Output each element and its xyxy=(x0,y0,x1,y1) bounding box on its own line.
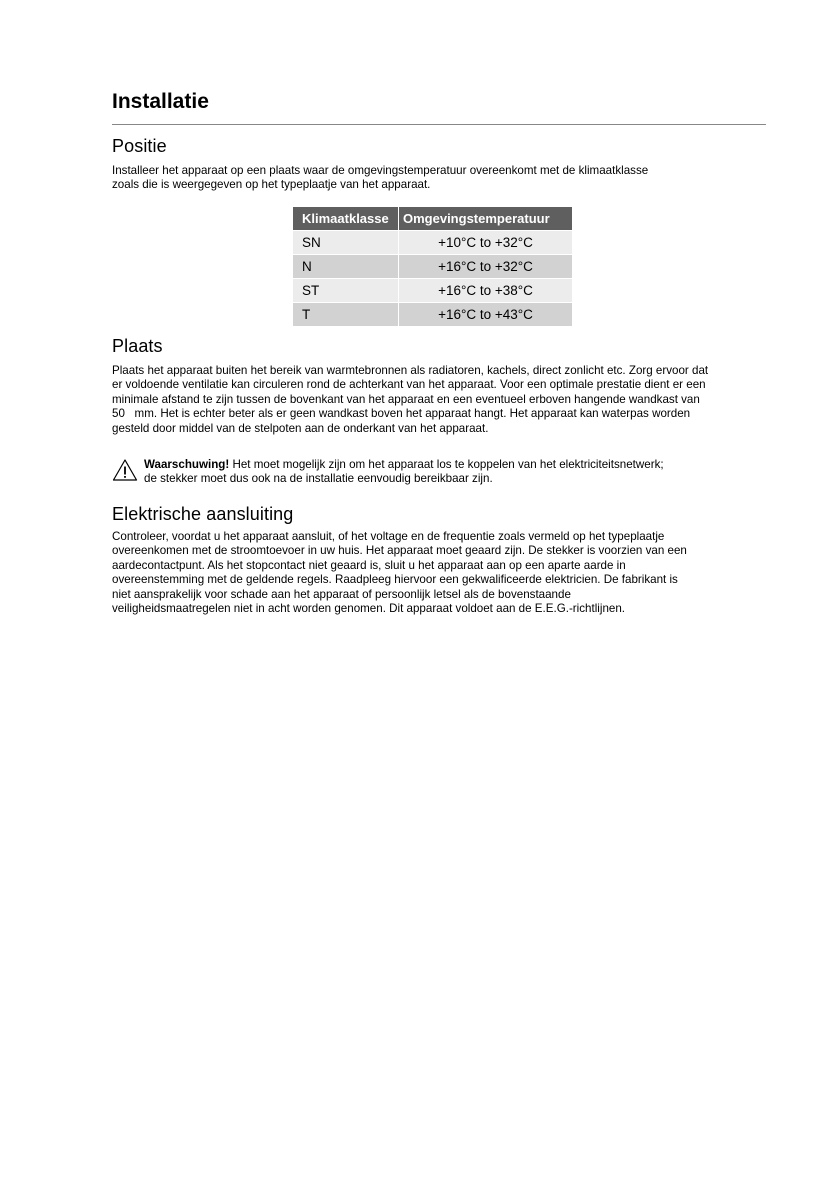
warning-label: Waarschuwing! xyxy=(144,458,230,471)
plaats-paragraph xyxy=(112,364,772,436)
cell-temperature: +16°C to +32°C xyxy=(399,255,573,279)
paragraph-line: overeenkomen met de stroomtoevoer in uw huis. Het apparaat moet geaard zijn. De stekker is voorzien van een xyxy=(112,544,687,558)
paragraph-line: gesteld door middel van de stelpoten aan de onderkant van het apparaat. xyxy=(112,421,489,435)
cell-temperature: +16°C to +43°C xyxy=(399,303,573,327)
cell-temperature: +10°C to +32°C xyxy=(399,231,573,255)
paragraph-line: aardecontactpunt. Als het stopcontact niet geaard is, sluit u het apparaat aan op een aparte aarde in xyxy=(112,558,626,572)
section-heading-elektrische-aansluiting: Elektrische aansluiting xyxy=(112,504,294,524)
paragraph-line: minimale afstand te zijn tussen de bovenkant van het apparaat en een eventueel erboven hangende wandkast van xyxy=(112,392,700,406)
warning-line-2: de stekker moet dus ook na de installatie eenvoudig bereikbaar zijn. xyxy=(144,472,493,486)
paragraph-line: Plaats het apparaat buiten het bereik van warmtebronnen als radiatoren, kachels, direct zonlicht etc. Zorg ervoor dat xyxy=(112,364,709,377)
warning-message: Het moet mogelijk zijn om het apparaat los te koppelen van het elektriciteitsnetwerk; xyxy=(229,458,664,471)
warning-triangle-icon xyxy=(112,458,138,482)
positie-paragraph xyxy=(112,164,772,193)
climate-class-table xyxy=(293,207,572,326)
table-row xyxy=(293,255,572,279)
paragraph-line: er voldoende ventilatie kan circuleren rond de achterkant van het apparaat. Voor een optimale prestatie dient er een xyxy=(112,378,706,392)
page-title: Installatie xyxy=(112,90,209,113)
cell-klasse: SN xyxy=(293,231,399,255)
title-divider xyxy=(112,124,766,125)
table-row xyxy=(293,303,572,327)
paragraph-line: veiligheidsmaatregelen niet in acht worden genomen. Dit apparaat voldoet aan de E.E.G.-richtlijnen. xyxy=(112,602,626,616)
warning-text xyxy=(144,458,664,487)
paragraph-line: overeenstemming met de geldende regels. Raadpleeg hiervoor een gekwalificeerde elektricien. De fabrikant is xyxy=(112,573,678,587)
cell-temperature: +16°C to +38°C xyxy=(399,279,573,303)
table-row xyxy=(293,279,572,303)
cell-klasse: N xyxy=(293,255,399,279)
table-row xyxy=(293,231,572,255)
section-heading-positie: Positie xyxy=(112,136,167,156)
cell-klasse: T xyxy=(293,303,399,327)
paragraph-line: Installeer het apparaat op een plaats waar de omgevingstemperatuur overeenkomt met de klimaatklasse xyxy=(112,164,649,177)
table-header-klimaatklasse: Klimaatklasse xyxy=(293,207,399,231)
table-header-omgevingstemperatuur: Omgevingstemperatuur xyxy=(399,207,573,231)
paragraph-line: 50 mm. Het is echter beter als er geen wandkast boven het apparaat hangt. Het apparaat kan waterpas worden xyxy=(112,407,691,421)
section-heading-plaats: Plaats xyxy=(112,336,163,356)
paragraph-line: Controleer, voordat u het apparaat aansluit, of het voltage en de frequentie zoals vermeld op het typeplaatje xyxy=(112,530,665,543)
paragraph-line: zoals die is weergegeven op het typeplaatje van het apparaat. xyxy=(112,178,431,192)
cell-klasse: ST xyxy=(293,279,399,303)
elektrisch-paragraph xyxy=(112,530,772,616)
paragraph-line: niet aansprakelijk voor schade aan het apparaat of persoonlijk letsel als de bovenstaande xyxy=(112,587,571,601)
warning-line-1 xyxy=(144,458,664,472)
